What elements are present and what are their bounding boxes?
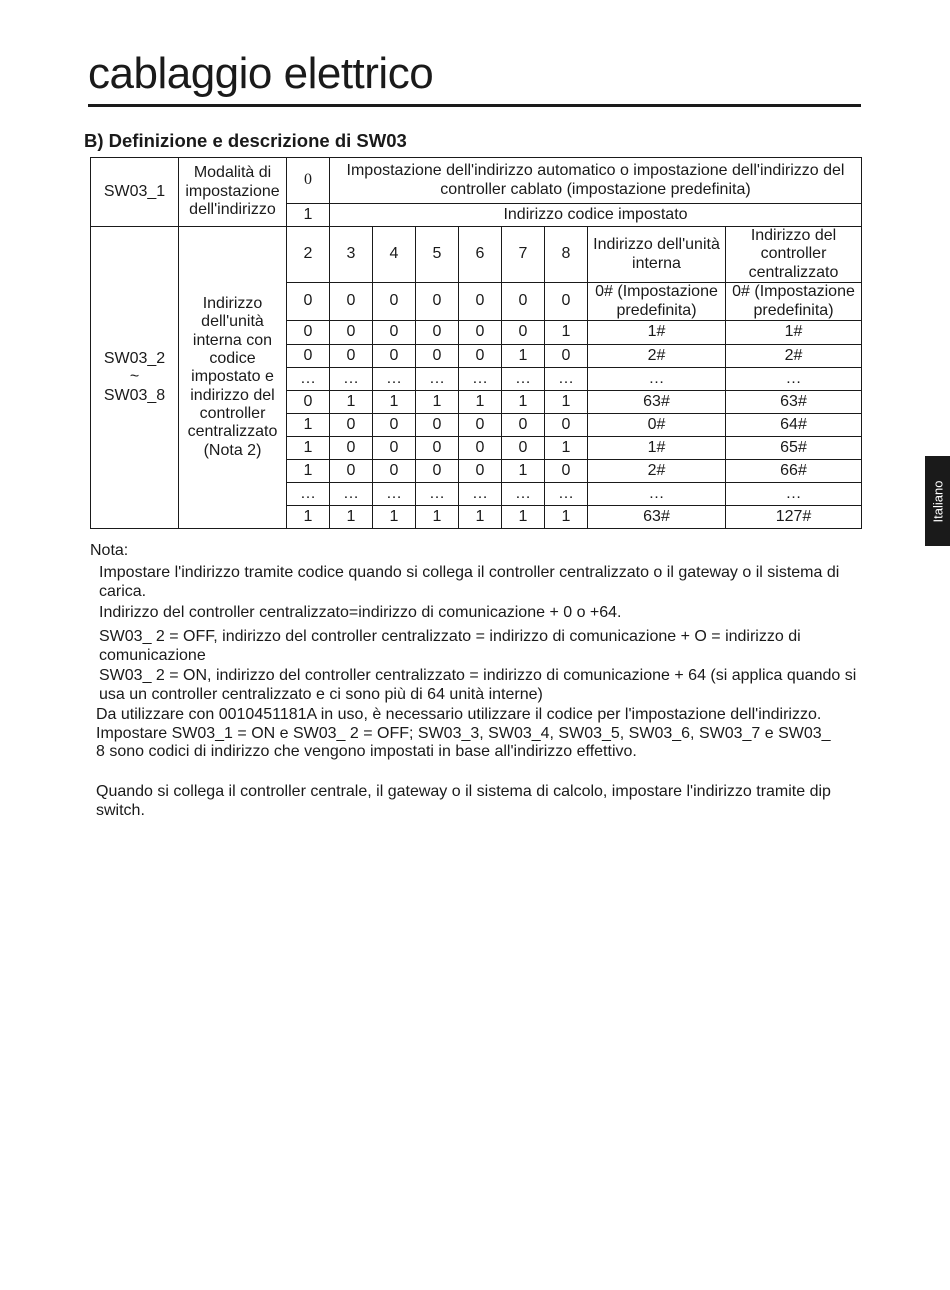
central-address-cell: 64# [726,413,862,436]
bit-cell: 0 [459,459,502,482]
bit-cell: 1 [330,505,373,528]
bit-cell: 1 [545,505,588,528]
indoor-address-cell: 0# [588,413,726,436]
central-address-header: Indirizzo del controller centralizzato [726,227,862,283]
bit-header-6: 6 [459,227,502,283]
bit-cell: 1 [287,459,330,482]
bit-cell: 1 [373,390,416,413]
section-heading: B) Definizione e descrizione di SW03 [84,130,407,151]
bit-cell: … [287,367,330,390]
indoor-address-cell: 63# [588,505,726,528]
bit-cell: 0 [330,413,373,436]
bit-cell: 0 [502,283,545,321]
bit-header-2: 2 [287,227,330,283]
description-cell-1: Indirizzo codice impostato [330,204,862,227]
bit-cell: 0 [287,320,330,344]
mode-cell-sw03-2-8: Indirizzo dell'unità interna con codice impostato e indirizzo del controller centralizzato (Nota 2) [179,227,287,529]
bit-cell: 0 [330,283,373,321]
bit-cell: 1 [502,344,545,367]
central-address-cell: 65# [726,436,862,459]
bit-cell: 0 [416,413,459,436]
bit-cell: 0 [545,344,588,367]
bit-cell: … [330,482,373,505]
central-address-cell: 1# [726,320,862,344]
note-item: SW03_ 2 = ON, indirizzo del controller centralizzato = indirizzo di comunicazione + 64 (si applica quando si usa un controller centralizzato e ci sono più di 64 unità interne) [99,667,857,703]
mode-cell-sw03-1: Modalità di impostazione dell'indirizzo [179,158,287,227]
language-side-tab-label: Italiano [930,480,946,522]
bit-cell: 0 [373,283,416,321]
bit-cell: 1 [287,436,330,459]
switch-cell-sw03-2-8 [91,227,179,529]
bit-cell: … [545,367,588,390]
bit-cell: … [502,367,545,390]
bit-cell: 0 [545,283,588,321]
note-item: Da utilizzare con 0010451181A in uso, è necessario utilizzare il codice per l'impostazione dell'indirizzo. Impostare SW03_1 = ON e SW03_ 2 = OFF; SW03_3, SW03_4, SW03_5, SW03_6, SW03_7 e SW03_ 8 sono codici di indirizzo che vengono impostati in base all'indirizzo effettivo. [96,706,831,760]
bit-cell: 0 [373,459,416,482]
bit-cell: 1 [502,390,545,413]
bit-cell: … [416,482,459,505]
bit-cell: 0 [545,459,588,482]
bit-cell: 1 [459,505,502,528]
bit-cell: 0 [416,320,459,344]
bit-cell: 0 [416,436,459,459]
sw03-definition-table [90,157,862,529]
notes-label: Nota: [90,542,129,559]
language-side-tab [925,456,950,546]
bit-cell: 0 [459,320,502,344]
indoor-address-cell: 1# [588,320,726,344]
bit-cell: 0 [330,459,373,482]
bit-cell: 1 [545,320,588,344]
bit-header-4: 4 [373,227,416,283]
bit-cell: … [330,367,373,390]
bit-cell: 1 [287,413,330,436]
bit-cell: … [459,482,502,505]
bit-cell: 0 [330,344,373,367]
bit-cell: 0 [373,413,416,436]
title-rule [88,104,861,107]
bit-header-8: 8 [545,227,588,283]
bit-cell: 0 [330,436,373,459]
switch-label-tilde: ~ [129,368,140,386]
note-item: SW03_ 2 = OFF, indirizzo del controller centralizzato = indirizzo di comunicazione + O = indirizzo di comunicazione [99,628,801,664]
central-address-cell: … [726,482,862,505]
bit-cell: 1 [330,390,373,413]
table-row [91,227,862,283]
table-row [91,158,862,204]
bit-cell: 0 [459,436,502,459]
central-address-cell: 0# (Impostazione predefinita) [726,283,862,321]
bit-cell: 1 [373,505,416,528]
bit-cell: 0 [416,344,459,367]
bit-cell: … [502,482,545,505]
note-item: Indirizzo del controller centralizzato=indirizzo di comunicazione + 0 o +64. [99,604,622,621]
central-address-cell: … [726,367,862,390]
indoor-address-cell: 2# [588,459,726,482]
indoor-address-cell: 2# [588,344,726,367]
bit-cell: 0 [502,436,545,459]
indoor-address-cell: 63# [588,390,726,413]
bit-header-7: 7 [502,227,545,283]
bit-cell: 1 [545,390,588,413]
bit-cell: 1 [502,505,545,528]
bit-cell: 0 [373,344,416,367]
bit-cell: 0 [502,413,545,436]
bit-cell: 0 [373,436,416,459]
bit-cell: 1 [502,459,545,482]
bit-cell: 0 [459,344,502,367]
bit-cell: 0 [416,283,459,321]
bit-cell: … [373,367,416,390]
bit-cell: 0 [459,413,502,436]
page-title: cablaggio elettrico [88,49,434,98]
bit-cell: … [545,482,588,505]
bit-cell: 1 [416,505,459,528]
switch-label-top: SW03_2 [103,349,166,367]
value-cell-1: 1 [287,204,330,227]
central-address-cell: 2# [726,344,862,367]
note-item: Impostare l'indirizzo tramite codice quando si collega il controller centralizzato o il gateway o il sistema di carica. [99,564,840,600]
bit-cell: … [416,367,459,390]
bit-header-5: 5 [416,227,459,283]
central-address-cell: 63# [726,390,862,413]
central-address-cell: 66# [726,459,862,482]
value-cell-0: 0 [287,158,330,204]
bit-cell: … [287,482,330,505]
description-cell-0: Impostazione dell'indirizzo automatico o impostazione dell'indirizzo del controller cablato (impostazione predefinita) [330,158,862,204]
bit-header-3: 3 [330,227,373,283]
bit-cell: 0 [502,320,545,344]
bit-cell: 0 [545,413,588,436]
bit-cell: … [459,367,502,390]
bit-cell: 0 [287,390,330,413]
bit-cell: 1 [287,505,330,528]
central-address-cell: 127# [726,505,862,528]
indoor-address-cell: 0# (Impostazione predefinita) [588,283,726,321]
switch-cell-sw03-1: SW03_1 [91,158,179,227]
switch-label-bottom: SW03_8 [103,386,166,404]
bit-cell: 0 [287,283,330,321]
bit-cell: 0 [416,459,459,482]
note-item: Quando si collega il controller centrale, il gateway o il sistema di calcolo, impostare l'indirizzo tramite dip switch. [96,783,831,819]
bit-cell: 1 [459,390,502,413]
bit-cell: 0 [373,320,416,344]
indoor-address-cell: … [588,367,726,390]
bit-cell: 0 [459,283,502,321]
indoor-address-cell: 1# [588,436,726,459]
bit-cell: 1 [416,390,459,413]
bit-cell: 1 [545,436,588,459]
indoor-address-header: Indirizzo dell'unità interna [588,227,726,283]
bit-cell: 0 [287,344,330,367]
bit-cell: … [373,482,416,505]
indoor-address-cell: … [588,482,726,505]
bit-cell: 0 [330,320,373,344]
